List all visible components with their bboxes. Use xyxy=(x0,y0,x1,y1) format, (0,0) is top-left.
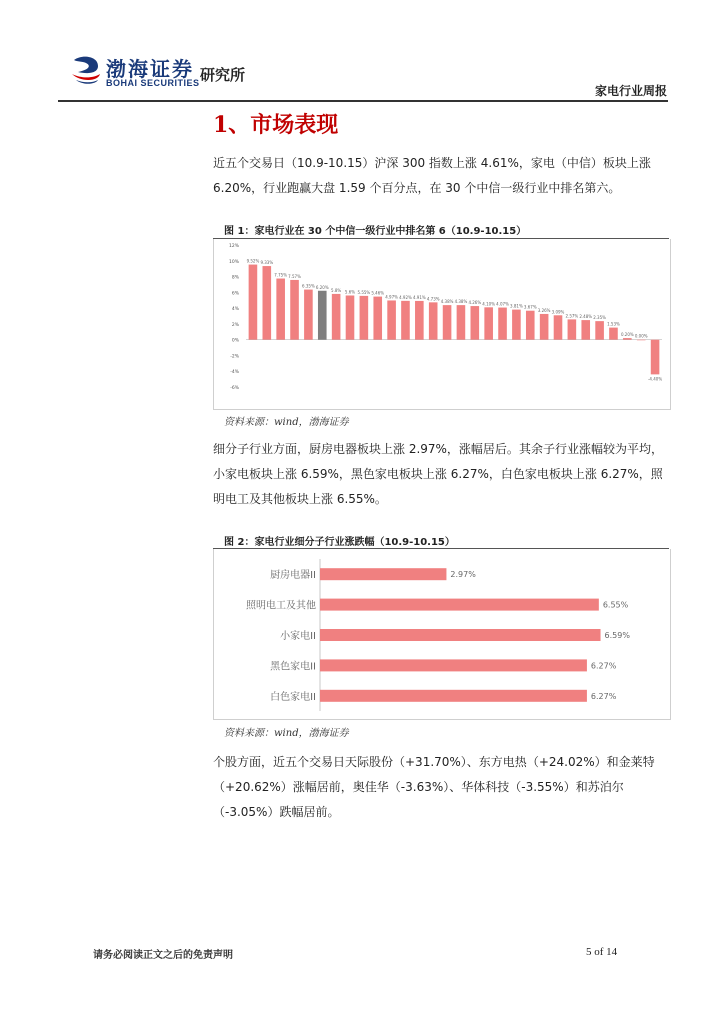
bar xyxy=(332,294,341,340)
bar xyxy=(318,291,327,340)
bar xyxy=(320,568,446,580)
bar xyxy=(595,321,604,340)
bar-data-label: 3.81% xyxy=(510,303,523,309)
brand-name-en: BOHAI SECURITIES xyxy=(106,78,200,88)
bar xyxy=(401,301,410,340)
bar xyxy=(263,266,272,340)
bar xyxy=(484,307,493,339)
header-divider xyxy=(58,100,668,102)
bar-data-label: 4.97% xyxy=(385,294,398,300)
section-title: 1、市场表现 xyxy=(213,112,339,138)
bar xyxy=(320,599,599,611)
bar xyxy=(443,305,452,340)
category-label: 厨房电器II xyxy=(270,570,316,582)
category-label: 白色家电II xyxy=(270,691,316,703)
bar xyxy=(320,659,587,671)
y-tick-label: 12% xyxy=(228,244,239,249)
bar xyxy=(415,301,424,340)
bar-data-label: 9.52% xyxy=(246,258,260,264)
bar-data-label: 6.20% xyxy=(315,284,329,290)
bar-data-label: 6.35% xyxy=(302,283,315,289)
paragraph-subsectors: 细分子行业方面，厨房电器板块上涨 2.97%，涨幅居后。其余子行业涨幅较为平均，小家电板块上涨 6.59%，黑色家电板块上涨 6.27%，白色家电板块上涨 6.27%，照明电工及其他板块上涨 6.55%。 xyxy=(213,442,663,506)
bar-data-label: 4.07% xyxy=(496,301,509,307)
report-type: 家电行业周报 xyxy=(594,84,667,98)
bar xyxy=(471,306,480,340)
bar-data-label: 6.55% xyxy=(602,600,629,610)
figure2-chart-box xyxy=(213,549,671,720)
bar xyxy=(498,308,507,340)
bar xyxy=(360,296,369,340)
bar xyxy=(581,320,590,340)
footer-disclaimer: 请务必阅读正文之后的免责声明 xyxy=(93,950,233,961)
bar-data-label: 2.97% xyxy=(450,570,476,580)
department-label: 研究所 xyxy=(200,66,246,84)
category-label: 黑色家电II xyxy=(270,661,316,673)
bar-data-label: 4.73% xyxy=(426,296,440,302)
category-label: 小家电II xyxy=(280,631,316,642)
y-tick-label: 0% xyxy=(231,338,239,344)
bar-data-label: 5.55% xyxy=(357,289,371,295)
paragraph-market: 近五个交易日（10.9-10.15）沪深 300 指数上涨 4.61%，家电（中信）板块上涨 6.20%，行业跑赢大盘 1.59 个百分点，在 30 个中信一级行业中排名第六。 xyxy=(213,156,651,195)
figure1-source: 资料来源：wind，渤海证券 xyxy=(224,417,349,428)
bar-data-label: 6.27% xyxy=(590,691,617,701)
figure1-chart-box xyxy=(213,239,671,410)
bar xyxy=(290,280,299,340)
y-tick-label: -6% xyxy=(230,386,239,391)
bar xyxy=(651,340,660,375)
bar-data-label: 5.46% xyxy=(371,290,385,296)
bar xyxy=(637,340,646,341)
bar-data-label: 5.8% xyxy=(331,287,342,293)
bar xyxy=(540,314,549,340)
bar-data-label: 4.26% xyxy=(468,300,482,306)
bar xyxy=(568,319,577,339)
figure2-title: 图 2：家电行业细分子行业涨跌幅（10.9-10.15） xyxy=(224,537,455,548)
figure2-source: 资料来源：wind，渤海证券 xyxy=(224,728,349,739)
bar xyxy=(276,279,285,340)
bar xyxy=(512,310,521,340)
bar xyxy=(623,338,632,340)
bar xyxy=(304,290,313,340)
bar-data-label: 3.09% xyxy=(551,309,565,315)
paragraph-stocks: 个股方面，近五个交易日天际股份（+31.70%）、东方电热（+24.02%）和金莱特（+20.62%）涨幅居前，奥佳华（-3.63%）、华体科技（-3.55%）和苏泊尔（-3.05%）跌幅居前。 xyxy=(213,755,655,819)
bar-data-label: 2.48% xyxy=(579,314,593,320)
bar xyxy=(320,629,601,641)
category-label: 照明电工及其他 xyxy=(246,600,316,612)
bar xyxy=(554,315,563,339)
y-tick-label: 10% xyxy=(228,259,239,265)
bar xyxy=(373,297,382,340)
bar-data-label: 4.38% xyxy=(440,299,454,305)
bar xyxy=(457,305,466,340)
bar-data-label: 0.00% xyxy=(634,333,648,339)
bar-data-label: 7.57% xyxy=(288,273,301,279)
bar-data-label: 2.57% xyxy=(565,313,579,319)
bar xyxy=(249,265,258,340)
bar-data-label: 4.10% xyxy=(482,301,496,307)
bar-data-label: 0.20% xyxy=(620,332,634,338)
bar xyxy=(609,328,618,340)
figure1-chart xyxy=(214,239,670,409)
bar xyxy=(320,690,587,702)
bar-data-label: 4.91% xyxy=(412,294,426,300)
page-number: 5 of 14 xyxy=(586,946,618,958)
brand-name-cn: 渤海证券 xyxy=(106,57,194,81)
bar-data-label: 3.67% xyxy=(523,304,537,310)
bar xyxy=(526,311,535,340)
figure2-chart xyxy=(214,549,670,719)
y-tick-label: 2% xyxy=(231,322,239,328)
bar-data-label: -4.40% xyxy=(647,376,663,382)
y-tick-label: 6% xyxy=(231,291,239,297)
bar-data-label: 7.75% xyxy=(274,272,288,278)
y-tick-label: -2% xyxy=(230,354,239,360)
figure1-title: 图 1：家电行业在 30 个中信一级行业中排名第 6（10.9-10.15） xyxy=(224,226,527,237)
bar-data-label: 5.6% xyxy=(344,289,356,295)
y-tick-label: 8% xyxy=(231,275,239,281)
bar-data-label: 4.38% xyxy=(454,299,468,305)
bar xyxy=(429,302,438,339)
y-tick-label: -4% xyxy=(230,370,239,376)
bar xyxy=(346,295,355,339)
bar-data-label: 2.35% xyxy=(593,315,606,321)
y-tick-label: 4% xyxy=(231,307,239,313)
bohai-logo-icon xyxy=(68,52,104,88)
bar xyxy=(387,300,396,339)
bar-data-label: 4.92% xyxy=(399,294,412,300)
bar-data-label: 1.53% xyxy=(607,321,620,327)
bar-data-label: 3.26% xyxy=(537,307,551,313)
bar-data-label: 9.33% xyxy=(260,260,274,266)
bar-data-label: 6.59% xyxy=(604,631,630,640)
bar-data-label: 6.27% xyxy=(590,661,617,671)
